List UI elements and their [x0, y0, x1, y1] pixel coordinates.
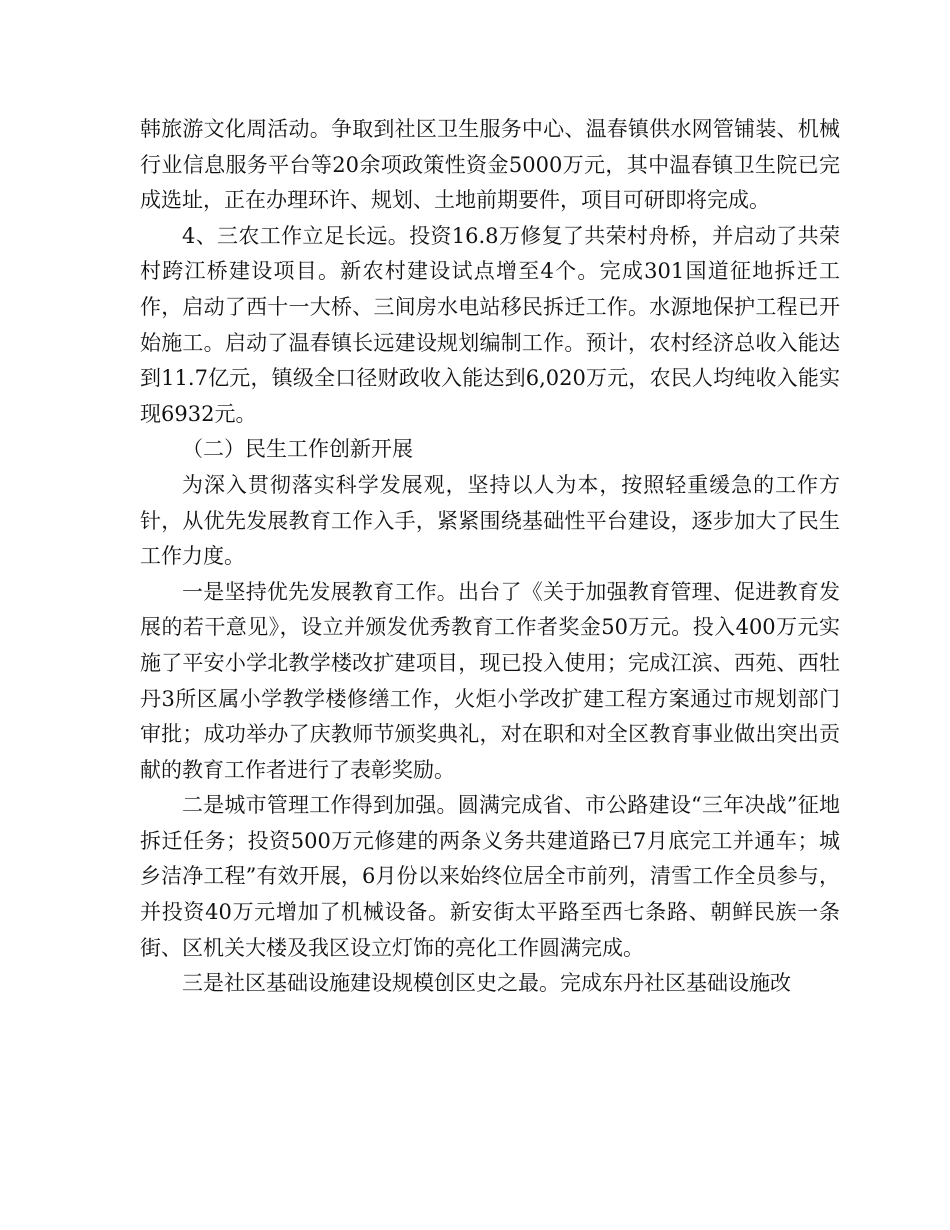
paragraph-city-management: 二是城市管理工作得到加强。圆满完成省、市公路建设“三年决战”征地拆迁任务；投资500万元修建的两条义务共建道路已7月底完工并通车；城乡洁净工程”有效开展，6月份以来始终位居全市前列，清雪工作全员参与，并投资40万元增加了机械设备。新安街太平路至西七条路、朝鲜民族一条街、区机关大楼及我区设立灯饰的亮化工作圆满完成。: [140, 793, 840, 960]
paragraph-agriculture: 4、三农工作立足长远。投资16.8万修复了共荣村舟桥，并启动了共荣村跨江桥建设项目。新农村建设试点增至4个。完成301国道征地拆迁工作，启动了西十一大桥、三间房水电站移民拆迁工作。水源地保护工程已开始施工。启动了温春镇长远建设规划编制工作。预计，农村经济总收入能达到11.7亿元，镇级全口径财政收入能达到6,020万元，农民人均纯收入能实现6932元。: [140, 223, 840, 426]
paragraph-livelihood-intro: 为深入贯彻落实科学发展观，坚持以人为本，按照轻重缓急的工作方针，从优先发展教育工作入手，紧紧围绕基础性平台建设，逐步加大了民生工作力度。: [140, 472, 840, 569]
paragraph-community-infrastructure: 三是社区基础设施建设规模创区史之最。完成东丹社区基础设施改: [182, 971, 791, 996]
paragraph-continuation: 韩旅游文化周活动。争取到社区卫生服务中心、温春镇供水网管铺装、机械行业信息服务平台等20余项政策性资金5000万元，其中温春镇卫生院已完成选址，正在办理环许、规划、土地前期要件，项目可研即将完成。: [140, 117, 840, 213]
paragraph-education: 一是坚持优先发展教育工作。出台了《关于加强教育管理、促进教育发展的若干意见》，设立并颁发优秀教育工作者奖金50万元。投入400万元实施了平安小学北教学楼改扩建项目，现已投入使用；完成江滨、西苑、西牡丹3所区属小学教学楼修缮工作，火炬小学改扩建工程方案通过市规划部门审批；成功举办了庆教师节颁奖典礼，对在职和对全区教育事业做出突出贡献的教育工作者进行了表彰奖励。: [140, 579, 840, 782]
document-body: [140, 112, 840, 1002]
section-heading-livelihood: （二）民生工作创新开展: [182, 437, 413, 462]
